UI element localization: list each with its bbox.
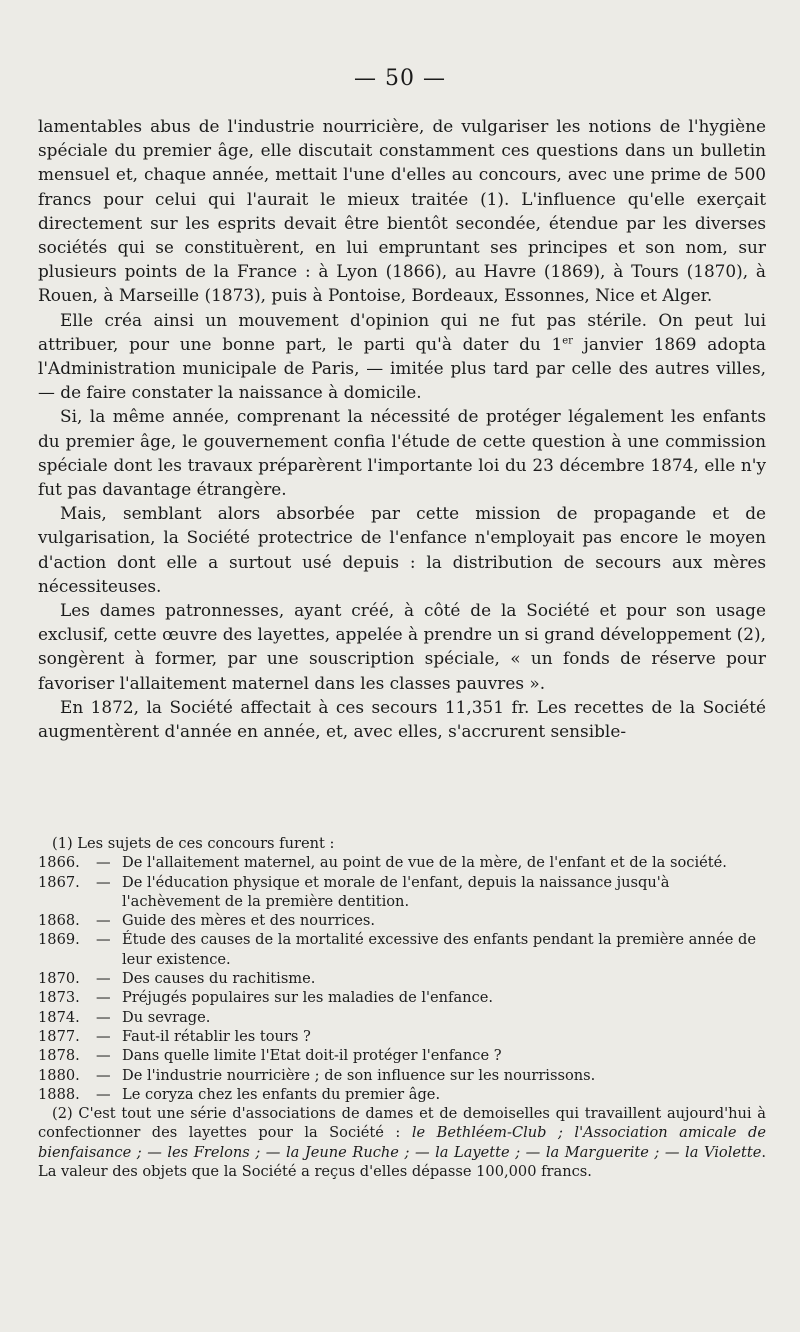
topic-dash: —	[96, 912, 111, 930]
topic-text: Guide des mères et des nourrices.	[122, 912, 376, 930]
topic-year: 1874.	[38, 1008, 80, 1026]
list-item	[38, 911, 766, 930]
list-item	[38, 873, 766, 912]
topic-dash: —	[96, 1066, 111, 1084]
topic-dash: —	[96, 1047, 111, 1065]
paragraph: Si, la même année, comprenant la nécessité de protéger légalement les enfants du premier âge, le gouvernement confia l'étude de cette question à une commission spéciale dont les travaux préparèrent l'importante loi du 23 décembre 1874, elle n'y fut pas davantage étrangère.	[38, 406, 766, 500]
topic-year: 1878.	[38, 1047, 80, 1065]
footnote-2-text: (2) C'est tout une série d'associations de dames et de demoiselles qui travaillent aujourd'hui à confectionner des layettes pour la Société :	[38, 1105, 766, 1142]
paragraph: Les dames patronnesses, ayant créé, à côté de la Société et pour son usage exclusif, cette œuvre des layettes, appelée à prendre un si grand développement (2), songèrent à former, par une souscription spéciale, « un fonds de réserve pour favoriser l'allaitement maternel dans les classes pauvres ».	[38, 600, 766, 693]
topic-year: 1880.	[38, 1066, 80, 1084]
list-item	[38, 969, 766, 988]
topic-year: 1888.	[38, 1085, 80, 1103]
topic-year: 1866.	[38, 854, 80, 872]
topic-text: Dans quelle limite l'Etat doit-il protéger l'enfance ?	[122, 1047, 502, 1065]
topic-year: 1869.	[38, 931, 80, 949]
list-item	[38, 1085, 766, 1104]
topic-dash: —	[96, 873, 111, 891]
list-item	[38, 988, 766, 1007]
contest-topics-list	[38, 853, 766, 1104]
topic-text: Étude des causes de la mortalité excessive des enfants pendant la première année de leur existence.	[122, 931, 756, 968]
topic-text: De l'éducation physique et morale de l'enfant, depuis la naissance jusqu'à l'achèvement de la première dentition.	[122, 873, 670, 910]
topic-dash: —	[96, 1008, 111, 1026]
topic-dash: —	[96, 970, 111, 988]
topic-text: Faut-il rétablir les tours ?	[122, 1027, 311, 1045]
topic-year: 1870.	[38, 970, 80, 988]
topic-text: Du sevrage.	[122, 1008, 211, 1026]
paragraph: Elle créa ainsi un mouvement d'opinion qui ne fut pas stérile. On peut lui attribuer, pour une bonne part, le parti qu'à dater du 1er janvier 1869 adopta l'Administration municipale de Paris, — imitée plus tard par celle des autres villes, — de faire constater la naissance à domicile.	[38, 309, 766, 403]
list-item	[38, 1027, 766, 1046]
topic-year: 1873.	[38, 989, 80, 1007]
list-item	[38, 1008, 766, 1027]
list-item	[38, 1046, 766, 1065]
topic-text: Des causes du rachitisme.	[122, 970, 316, 988]
topic-text: De l'industrie nourricière ; de son influence sur les nourrissons.	[122, 1066, 596, 1084]
body-text	[38, 114, 766, 743]
page-number: — 50 —	[354, 66, 446, 91]
paragraph: En 1872, la Société affectait à ces secours 11,351 fr. Les recettes de la Société augmentèrent d'année en année, et, avec elles, s'accrurent sensible-	[38, 696, 766, 742]
association-names: le Bethléem-Club ; l'Association amicale de bienfaisance ; — les Frelons ; — la Jeune Ruche ; — la Layette ; — la Marguerite ; — la Violette	[38, 1124, 766, 1161]
topic-text: Le coryza chez les enfants du premier âge.	[122, 1085, 441, 1103]
topic-dash: —	[96, 1085, 111, 1103]
list-item	[38, 853, 766, 872]
topic-year: 1867.	[38, 873, 80, 891]
footnote-2-end: . La valeur des objets que la Société a reçus d'elles dépasse 100,000 francs.	[38, 1143, 766, 1181]
topic-dash: —	[96, 931, 111, 949]
paragraph: Mais, semblant alors absorbée par cette mission de propagande et de vulgarisation, la Société protectrice de l'enfance n'employait pas encore le moyen d'action dont elle a surtout usé depuis : la distribution de secours aux mères nécessiteuses.	[38, 503, 766, 596]
topic-year: 1877.	[38, 1027, 80, 1045]
topic-text: De l'allaitement maternel, au point de vue de la mère, de l'enfant et de la société.	[122, 854, 727, 872]
topic-dash: —	[96, 989, 111, 1007]
paragraph: lamentables abus de l'industrie nourricière, de vulgariser les notions de l'hygiène spéciale du premier âge, elle discutait constamment ces questions dans un bulletin mensuel et, chaque année, mettait l'une d'elles au concours, avec une prime de 500 francs pour celui qui l'aurait le mieux traitée (1). L'influence qu'elle exerçait directement sur les esprits devait être bientôt secondée, étendue par les diverses sociétés qui se constituèrent, en lui empruntant ses principes et son nom, sur plusieurs points de la France : à Lyon (1866), au Havre (1869), à Tours (1870), à Rouen, à Marseille (1873), puis à Pontoise, Bordeaux, Essonnes, Nice et Alger.	[38, 116, 766, 306]
topic-text: Préjugés populaires sur les maladies de l'enfance.	[122, 989, 494, 1007]
footnote-2	[38, 1104, 766, 1181]
list-item	[38, 930, 766, 969]
list-item	[38, 1066, 766, 1085]
topic-dash: —	[96, 854, 111, 872]
footnotes	[38, 834, 766, 1181]
topic-dash: —	[96, 1027, 111, 1045]
topic-year: 1868.	[38, 912, 80, 930]
footnote-1-intro: (1) Les sujets de ces concours furent :	[52, 835, 335, 852]
